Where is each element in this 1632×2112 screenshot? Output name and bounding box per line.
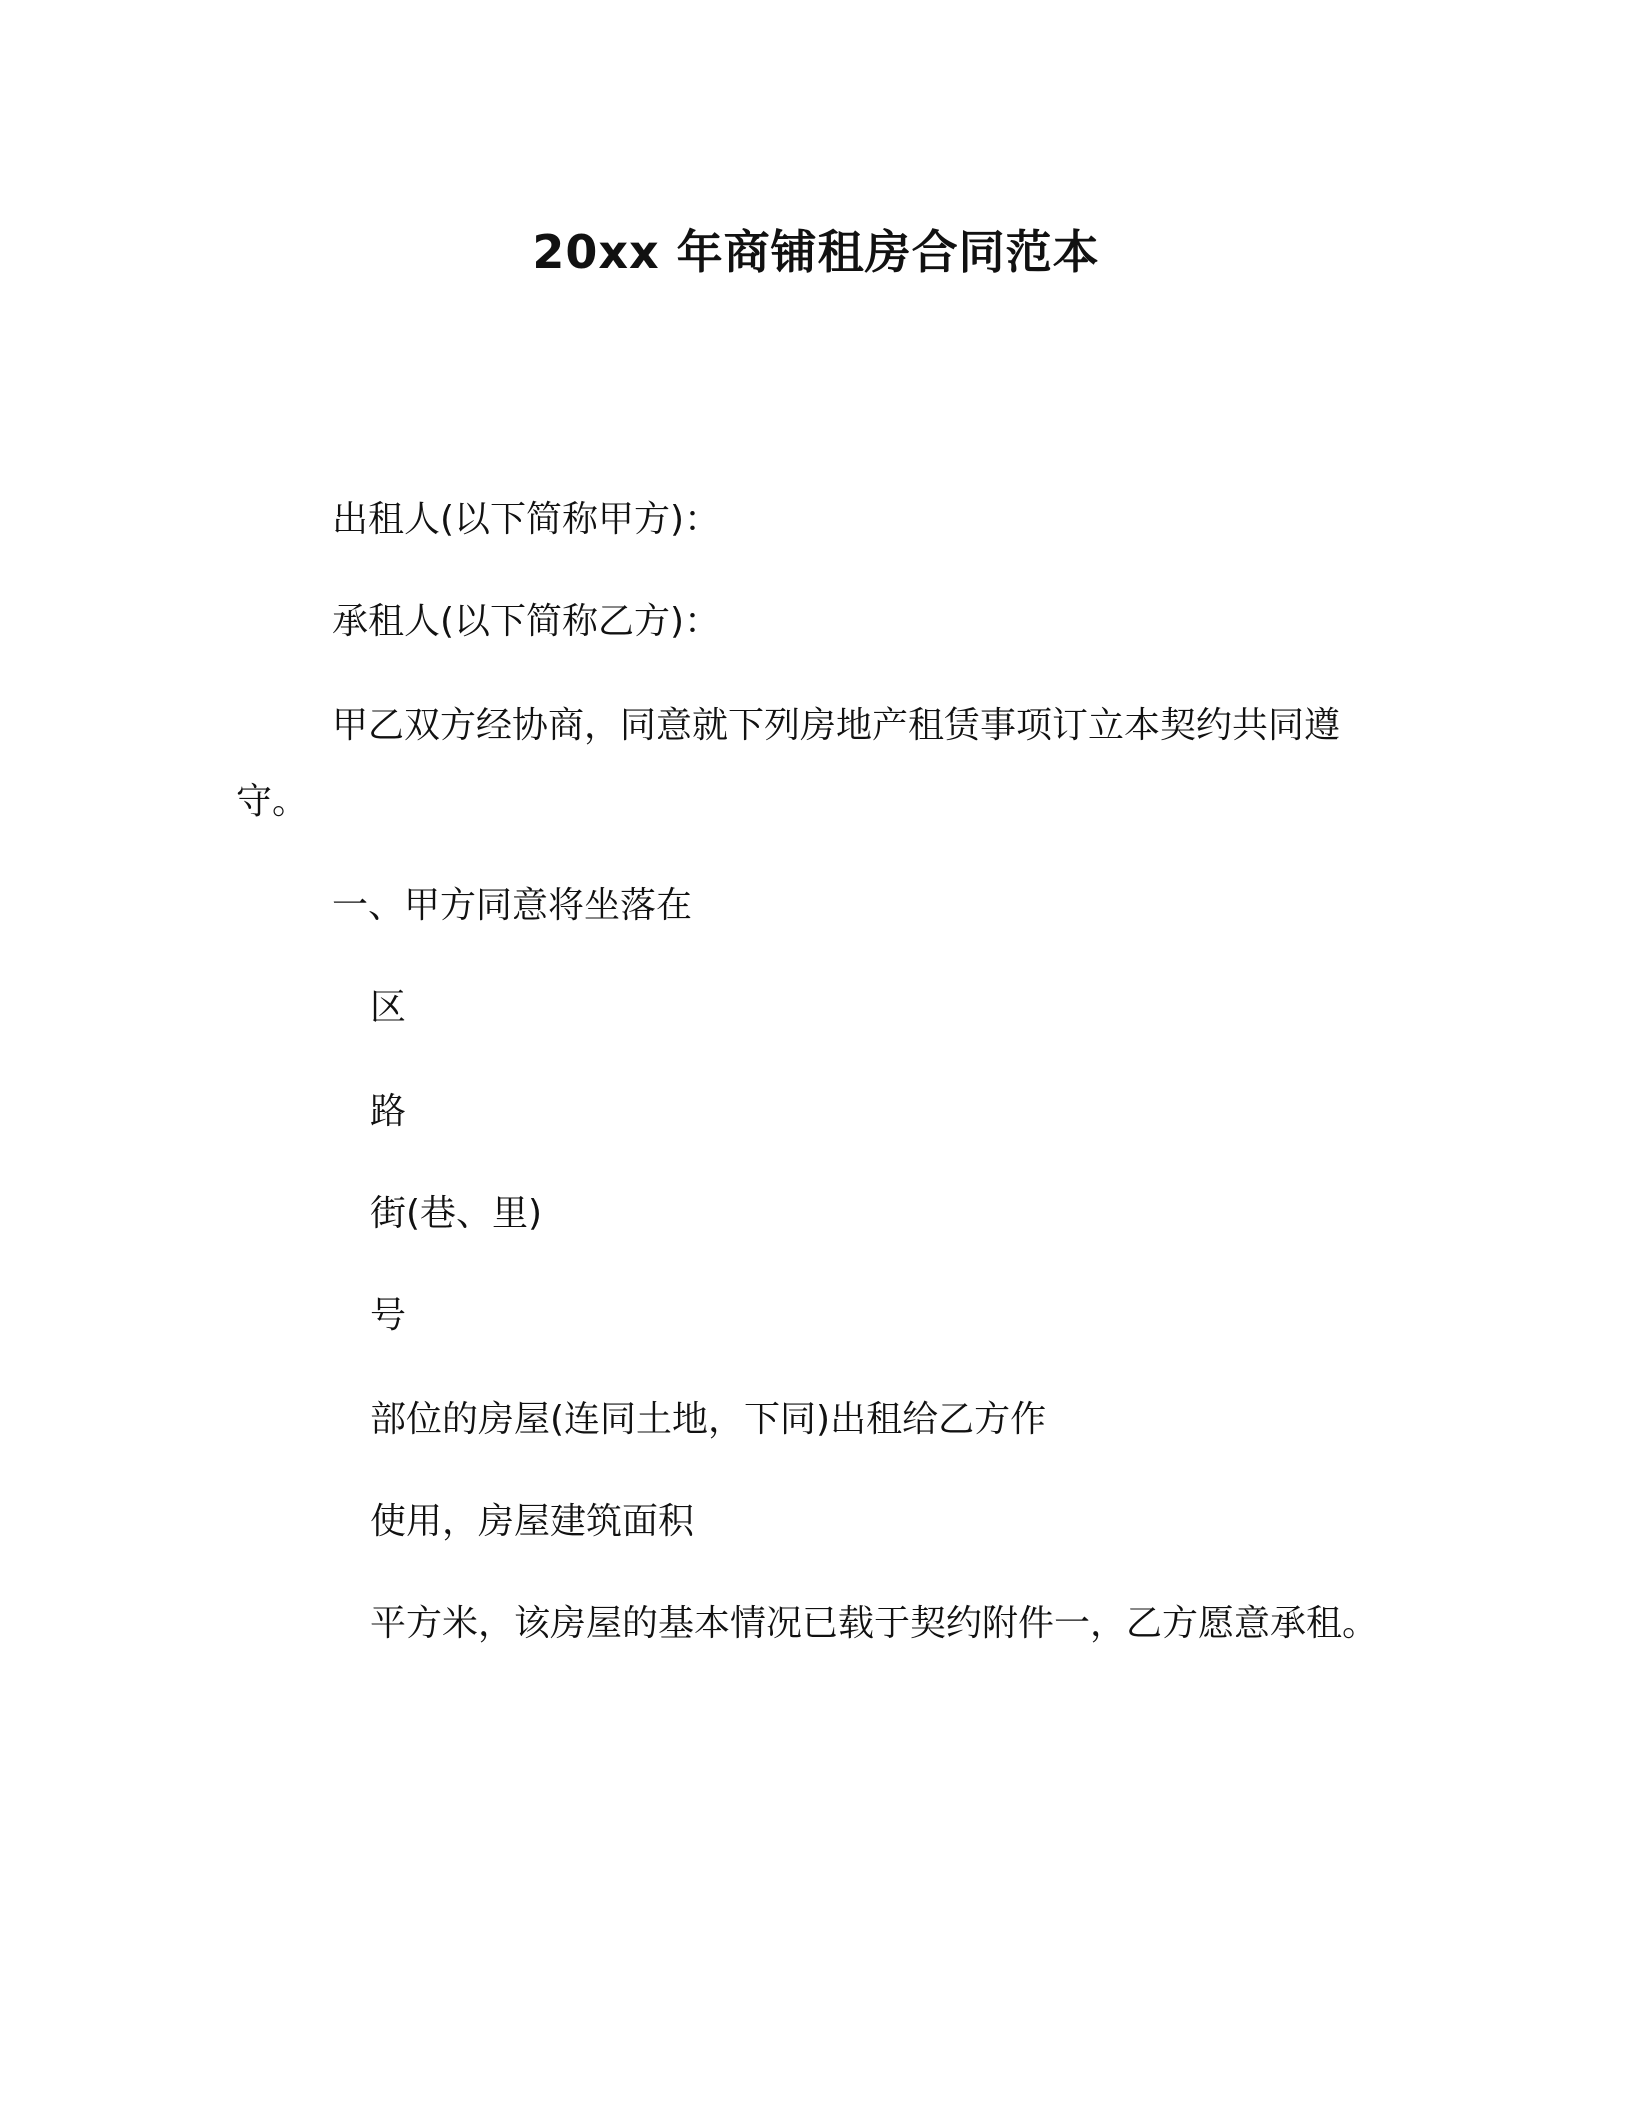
- lessor-line: 出租人(以下简称甲方)：: [332, 499, 721, 540]
- document-title: 20xx 年商铺租房合同范本: [532, 225, 1100, 279]
- premises-line: 部位的房屋(连同土地，下同)出租给乙方作: [370, 1399, 1047, 1440]
- number-line: 号: [370, 1295, 407, 1336]
- agreement-intro: 甲乙双方经协商，同意就下列房地产租赁事项订立本契约共同遵: [332, 705, 1341, 746]
- road-line: 路: [370, 1091, 407, 1132]
- area-sqm-line: 平方米，该房屋的基本情况已载于契约附件一，乙方愿意承租。: [370, 1603, 1379, 1644]
- street-line: 街(巷、里): [370, 1193, 543, 1234]
- clause-one-heading: 一、甲方同意将坐落在: [332, 885, 693, 926]
- usage-area-line: 使用，房屋建筑面积: [370, 1501, 695, 1542]
- district-line: 区: [370, 987, 407, 1028]
- lessee-line: 承租人(以下简称乙方)：: [332, 601, 721, 642]
- agreement-intro-cont: 守。: [236, 781, 309, 822]
